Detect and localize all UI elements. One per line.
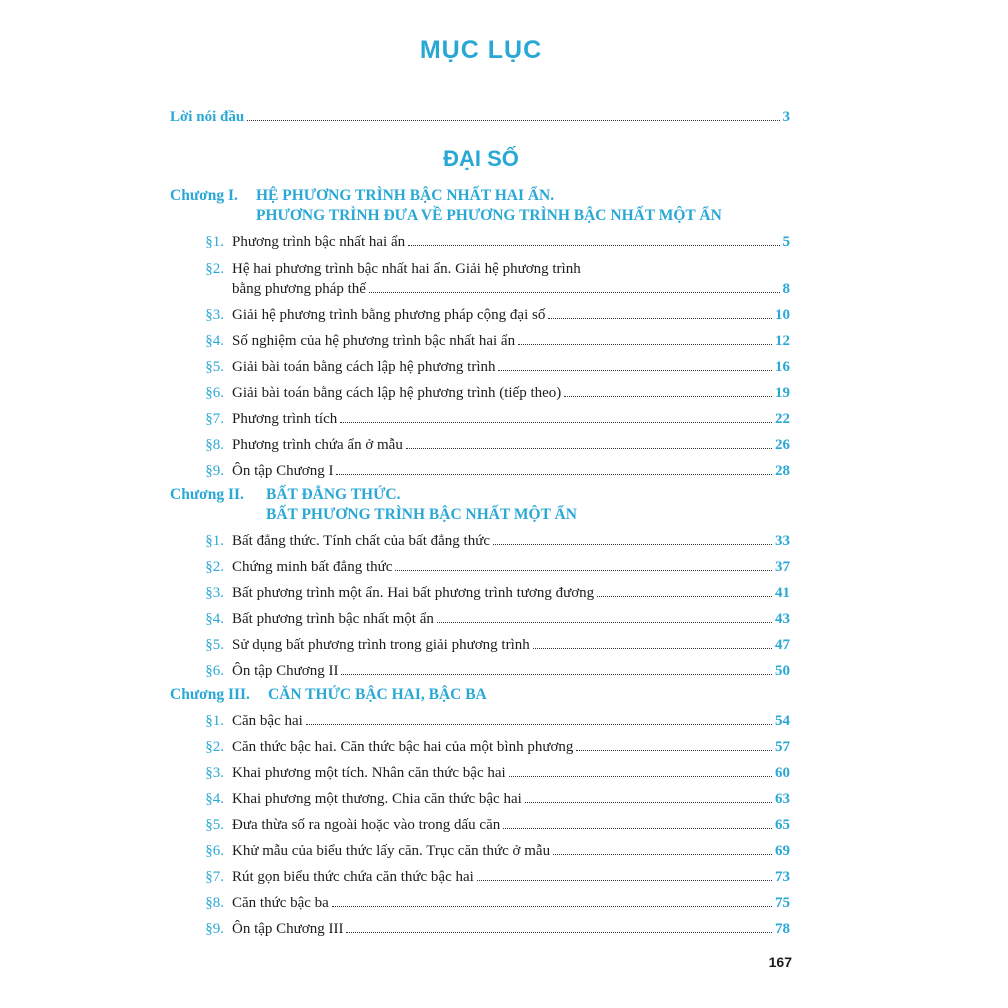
toc-entry[interactable] bbox=[170, 432, 790, 454]
chapter-label: Chương I. bbox=[170, 187, 238, 204]
entry-page: 22 bbox=[775, 411, 790, 427]
toc-page bbox=[170, 0, 792, 1008]
toc-entry[interactable] bbox=[170, 328, 790, 350]
entry-marker: §5. bbox=[205, 359, 224, 375]
entry-page: 8 bbox=[782, 281, 790, 297]
entry-marker: §4. bbox=[205, 333, 224, 349]
entry-marker: §9. bbox=[205, 921, 224, 937]
leader-dots bbox=[247, 120, 779, 121]
entry-text: Bất phương trình một ẩn. Hai bất phương trình tương đương bbox=[232, 585, 595, 601]
entry-text: Bất đẳng thức. Tính chất của bất đẳng thức bbox=[232, 533, 490, 549]
entry-text: Ôn tập Chương III bbox=[232, 921, 344, 937]
leader-dots bbox=[503, 828, 772, 829]
toc-entry[interactable] bbox=[170, 890, 790, 912]
toc-entry[interactable] bbox=[170, 380, 790, 402]
entry-marker: §4. bbox=[205, 791, 224, 807]
entry-marker: §2. bbox=[205, 559, 224, 575]
toc-entry-preface[interactable] bbox=[170, 104, 790, 126]
entry-text: Ôn tập Chương I bbox=[232, 463, 334, 479]
toc-entry[interactable] bbox=[170, 458, 790, 480]
toc-entry[interactable] bbox=[170, 734, 790, 756]
leader-dots bbox=[533, 648, 772, 649]
toc-entry[interactable] bbox=[170, 528, 790, 550]
chapter-label: Chương III. bbox=[170, 686, 250, 703]
toc-entry[interactable] bbox=[170, 302, 790, 324]
toc-entry[interactable] bbox=[170, 229, 790, 251]
entry-marker: §6. bbox=[205, 385, 224, 401]
entry-page: 57 bbox=[775, 739, 790, 755]
leader-dots bbox=[306, 724, 772, 725]
leader-dots bbox=[509, 776, 772, 777]
entry-marker: §3. bbox=[205, 765, 224, 781]
entry-text: Ôn tập Chương II bbox=[232, 663, 339, 679]
entry-text: Giải bài toán bằng cách lập hệ phương trình bbox=[232, 359, 496, 375]
entry-marker: §9. bbox=[205, 463, 224, 479]
entry-marker: §2. bbox=[205, 739, 224, 755]
leader-dots bbox=[406, 448, 772, 449]
entry-page: 16 bbox=[775, 359, 790, 375]
entry-page: 78 bbox=[775, 921, 790, 937]
entry-page: 75 bbox=[775, 895, 790, 911]
leader-dots bbox=[332, 906, 772, 907]
entry-text: Căn thức bậc hai. Căn thức bậc hai của một bình phương bbox=[232, 739, 574, 755]
leader-dots bbox=[576, 750, 772, 751]
entry-page: 41 bbox=[775, 585, 790, 601]
entry-page: 19 bbox=[775, 385, 790, 401]
entry-text: Sử dụng bất phương trình trong giải phương trình bbox=[232, 637, 530, 653]
leader-dots bbox=[564, 396, 772, 397]
entry-page: 37 bbox=[775, 559, 790, 575]
entry-text: Rút gọn biểu thức chứa căn thức bậc hai bbox=[232, 869, 474, 885]
entry-page: 63 bbox=[775, 791, 790, 807]
toc-entry[interactable] bbox=[170, 760, 790, 782]
entry-text: Khai phương một tích. Nhân căn thức bậc hai bbox=[232, 765, 506, 781]
toc-entry[interactable] bbox=[170, 276, 790, 298]
entry-text: Giải hệ phương trình bằng phương pháp cộng đại số bbox=[232, 307, 546, 323]
toc-entry[interactable] bbox=[170, 916, 790, 938]
entry-page: 50 bbox=[775, 663, 790, 679]
chapter-title-line: BẤT PHƯƠNG TRÌNH BẬC NHẤT MỘT ẨN bbox=[266, 506, 577, 523]
entry-page: 10 bbox=[775, 307, 790, 323]
entry-page: 28 bbox=[775, 463, 790, 479]
leader-dots bbox=[369, 292, 780, 293]
toc-entry[interactable] bbox=[170, 354, 790, 376]
leader-dots bbox=[498, 370, 772, 371]
toc-entry[interactable] bbox=[170, 580, 790, 602]
entry-marker: §1. bbox=[205, 234, 224, 250]
entry-marker: §5. bbox=[205, 817, 224, 833]
entry-marker: §1. bbox=[205, 713, 224, 729]
entry-text: Số nghiệm của hệ phương trình bậc nhất hai ẩn bbox=[232, 333, 516, 349]
entry-marker: §4. bbox=[205, 611, 224, 627]
leader-dots bbox=[395, 570, 772, 571]
leader-dots bbox=[346, 932, 772, 933]
entry-text: Khai phương một thương. Chia căn thức bậc hai bbox=[232, 791, 522, 807]
toc-entry[interactable] bbox=[170, 786, 790, 808]
page-number: 167 bbox=[768, 954, 792, 970]
chapter-title-line: BẤT ĐẲNG THỨC. bbox=[266, 486, 401, 503]
chapter-title-line: PHƯƠNG TRÌNH ĐƯA VỀ PHƯƠNG TRÌNH BẬC NHẤT MỘT ẨN bbox=[256, 207, 722, 224]
entry-marker: §7. bbox=[205, 869, 224, 885]
leader-dots bbox=[477, 880, 772, 881]
entry-text: Chứng minh bất đẳng thức bbox=[232, 559, 393, 575]
entry-page: 12 bbox=[775, 333, 790, 349]
toc-entry[interactable] bbox=[170, 864, 790, 886]
leader-dots bbox=[518, 344, 772, 345]
toc-entry[interactable] bbox=[170, 406, 790, 428]
entry-text: Phương trình tích bbox=[232, 411, 338, 427]
toc-entry[interactable] bbox=[170, 632, 790, 654]
entry-text: Lời nói đầu bbox=[170, 109, 245, 125]
entry-page: 54 bbox=[775, 713, 790, 729]
toc-entry[interactable] bbox=[170, 838, 790, 860]
entry-page: 26 bbox=[775, 437, 790, 453]
toc-entry[interactable] bbox=[170, 554, 790, 576]
entry-marker: §6. bbox=[205, 843, 224, 859]
leader-dots bbox=[341, 674, 772, 675]
entry-text: Giải bài toán bằng cách lập hệ phương trình (tiếp theo) bbox=[232, 385, 562, 401]
entry-page: 47 bbox=[775, 637, 790, 653]
entry-marker: §8. bbox=[205, 437, 224, 453]
leader-dots bbox=[553, 854, 772, 855]
entry-text: Căn bậc hai bbox=[232, 713, 303, 729]
section-title: ĐẠI SỐ bbox=[443, 146, 519, 171]
leader-dots bbox=[493, 544, 772, 545]
toc-entry[interactable] bbox=[170, 606, 790, 628]
entry-page: 73 bbox=[775, 869, 790, 885]
chapter-title-line: CĂN THỨC BẬC HAI, BẬC BA bbox=[268, 686, 487, 703]
leader-dots bbox=[525, 802, 772, 803]
leader-dots bbox=[437, 622, 772, 623]
leader-dots bbox=[340, 422, 772, 423]
entry-page: 43 bbox=[775, 611, 790, 627]
leader-dots bbox=[336, 474, 772, 475]
chapter-label: Chương II. bbox=[170, 486, 244, 503]
entry-text-first-line: Hệ hai phương trình bậc nhất hai ẩn. Giải hệ phương trình bbox=[232, 261, 581, 277]
entry-page: 3 bbox=[782, 109, 790, 125]
entry-page: 65 bbox=[775, 817, 790, 833]
leader-dots bbox=[408, 245, 779, 246]
leader-dots bbox=[548, 318, 772, 319]
entry-page: 69 bbox=[775, 843, 790, 859]
entry-text: Phương trình chứa ẩn ở mẫu bbox=[232, 437, 403, 453]
entry-marker: §3. bbox=[205, 585, 224, 601]
toc-entry-marker-line bbox=[170, 256, 790, 278]
leader-dots bbox=[597, 596, 772, 597]
entry-marker: §5. bbox=[205, 637, 224, 653]
entry-text: Căn thức bậc ba bbox=[232, 895, 329, 911]
entry-marker: §8. bbox=[205, 895, 224, 911]
toc-entry[interactable] bbox=[170, 658, 790, 680]
toc-entry[interactable] bbox=[170, 708, 790, 730]
entry-text: bằng phương pháp thế bbox=[232, 281, 366, 297]
entry-page: 5 bbox=[782, 234, 790, 250]
entry-text: Phương trình bậc nhất hai ẩn bbox=[232, 234, 406, 250]
entry-marker: §3. bbox=[205, 307, 224, 323]
entry-text: Khử mẫu của biểu thức lấy căn. Trục căn thức ở mẫu bbox=[232, 843, 551, 859]
entry-page: 60 bbox=[775, 765, 790, 781]
entry-text: Đưa thừa số ra ngoài hoặc vào trong dấu căn bbox=[232, 817, 501, 833]
toc-entry[interactable] bbox=[170, 812, 790, 834]
chapter-title-line: HỆ PHƯƠNG TRÌNH BẬC NHẤT HAI ẨN. bbox=[256, 187, 555, 204]
entry-text: Bất phương trình bậc nhất một ẩn bbox=[232, 611, 434, 627]
entry-marker: §6. bbox=[205, 663, 224, 679]
entry-marker: §2. bbox=[205, 261, 224, 277]
entry-page: 33 bbox=[775, 533, 790, 549]
entry-marker: §7. bbox=[205, 411, 224, 427]
page-title: MỤC LỤC bbox=[419, 36, 543, 64]
entry-marker: §1. bbox=[205, 533, 224, 549]
